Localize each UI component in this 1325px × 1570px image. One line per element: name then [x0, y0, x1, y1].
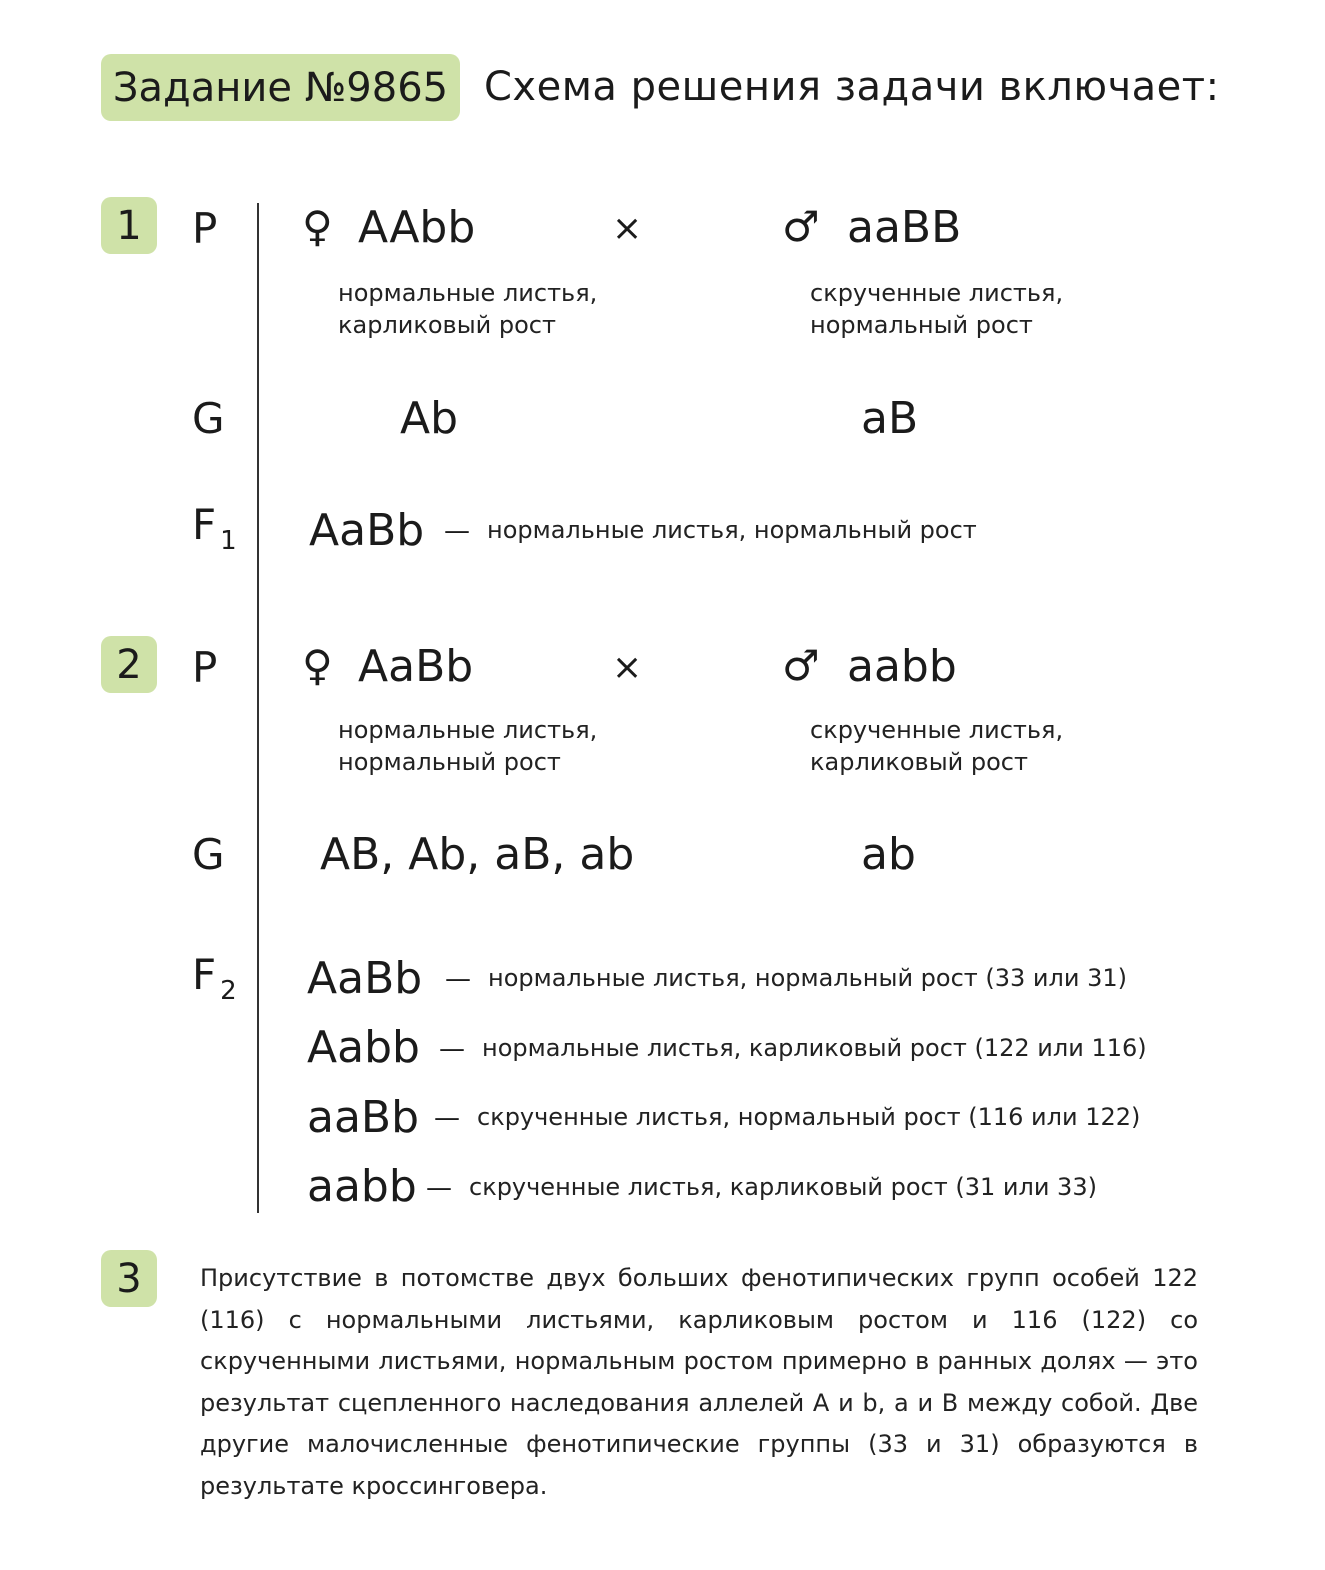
- step2-offspring-label: F $_2$: [192, 950, 237, 1006]
- step2-male-gametes: ab: [861, 829, 916, 880]
- step2-offspring-phenotype: нормальные листья, нормальный рост (33 или 31): [488, 964, 1127, 992]
- cross-symbol-icon: ×: [612, 647, 643, 688]
- male-symbol-icon: ♂: [782, 202, 820, 251]
- step2-offspring-dash: —: [439, 1034, 465, 1064]
- female-symbol-icon: ♀: [302, 641, 333, 690]
- step2-offspring-genotype: Aabb: [307, 1022, 420, 1073]
- cross-symbol-icon: ×: [612, 208, 643, 249]
- task-number-badge: Задание №9865: [101, 54, 460, 121]
- step1-offspring-genotype: AaBb: [309, 505, 425, 556]
- female-symbol-icon: ♀: [302, 202, 333, 251]
- male-symbol-icon: ♂: [782, 641, 820, 690]
- step2-parents-label: P: [192, 643, 218, 692]
- step-2-badge: 2: [101, 636, 157, 693]
- step1-offspring-label: F $_1$: [192, 500, 237, 556]
- step2-offspring-genotype: aaBb: [307, 1092, 420, 1143]
- step2-offspring-dash: —: [434, 1103, 460, 1133]
- step2-gametes-label: G: [192, 830, 225, 879]
- step1-male-gametes: aB: [861, 393, 919, 444]
- step1-female-phenotype: нормальные листья, карликовый рост: [338, 279, 598, 339]
- step2-male-phenotype: скрученные листья, карликовый рост: [810, 716, 1064, 776]
- step2-offspring-phenotype: скрученные листья, карликовый рост (31 или 33): [469, 1173, 1097, 1201]
- step2-offspring-phenotype: скрученные листья, нормальный рост (116 или 122): [477, 1103, 1141, 1131]
- step2-female-phenotype: нормальные листья, нормальный рост: [338, 716, 598, 776]
- step1-gametes-label: G: [192, 394, 225, 443]
- page-title: Схема решения задачи включает:: [484, 64, 1220, 110]
- step1-offspring-phenotype: нормальные листья, нормальный рост: [487, 516, 977, 544]
- step2-offspring-dash: —: [426, 1173, 452, 1203]
- step3-explanation: Присутствие в потомстве двух больших фенотипических групп особей 122 (116) с нормальными листьями, карликовым ростом и 116 (122) со скрученными листьями, нормальным ростом примерно в ранных долях — это результат сцепленного наследования аллелей A и b, a и B между собой. Две другие малочисленные фенотипические группы (33 и 31) образуются в результате кроссинговера.: [200, 1264, 1198, 1500]
- step2-female-genotype: AaBb: [358, 641, 474, 692]
- step1-offspring-dash: —: [444, 516, 470, 546]
- step2-female-gametes: AB, Ab, aB, ab: [320, 829, 635, 880]
- step2-male-genotype: aabb: [847, 641, 957, 692]
- step1-parents-label: P: [192, 204, 218, 253]
- step2-offspring-genotype: AaBb: [307, 953, 423, 1004]
- step2-offspring-phenotype: нормальные листья, карликовый рост (122 или 116): [482, 1034, 1147, 1062]
- step1-female-genotype: AAbb: [358, 202, 476, 253]
- step1-male-genotype: aaBB: [847, 202, 962, 253]
- step2-offspring-dash: —: [445, 964, 471, 994]
- step-3-badge: 3: [101, 1250, 157, 1307]
- step1-male-phenotype: скрученные листья, нормальный рост: [810, 279, 1064, 339]
- scheme-divider-line: [257, 203, 259, 1213]
- step-1-badge: 1: [101, 197, 157, 254]
- step2-offspring-genotype: aabb: [307, 1161, 417, 1212]
- step1-female-gametes: Ab: [400, 393, 459, 444]
